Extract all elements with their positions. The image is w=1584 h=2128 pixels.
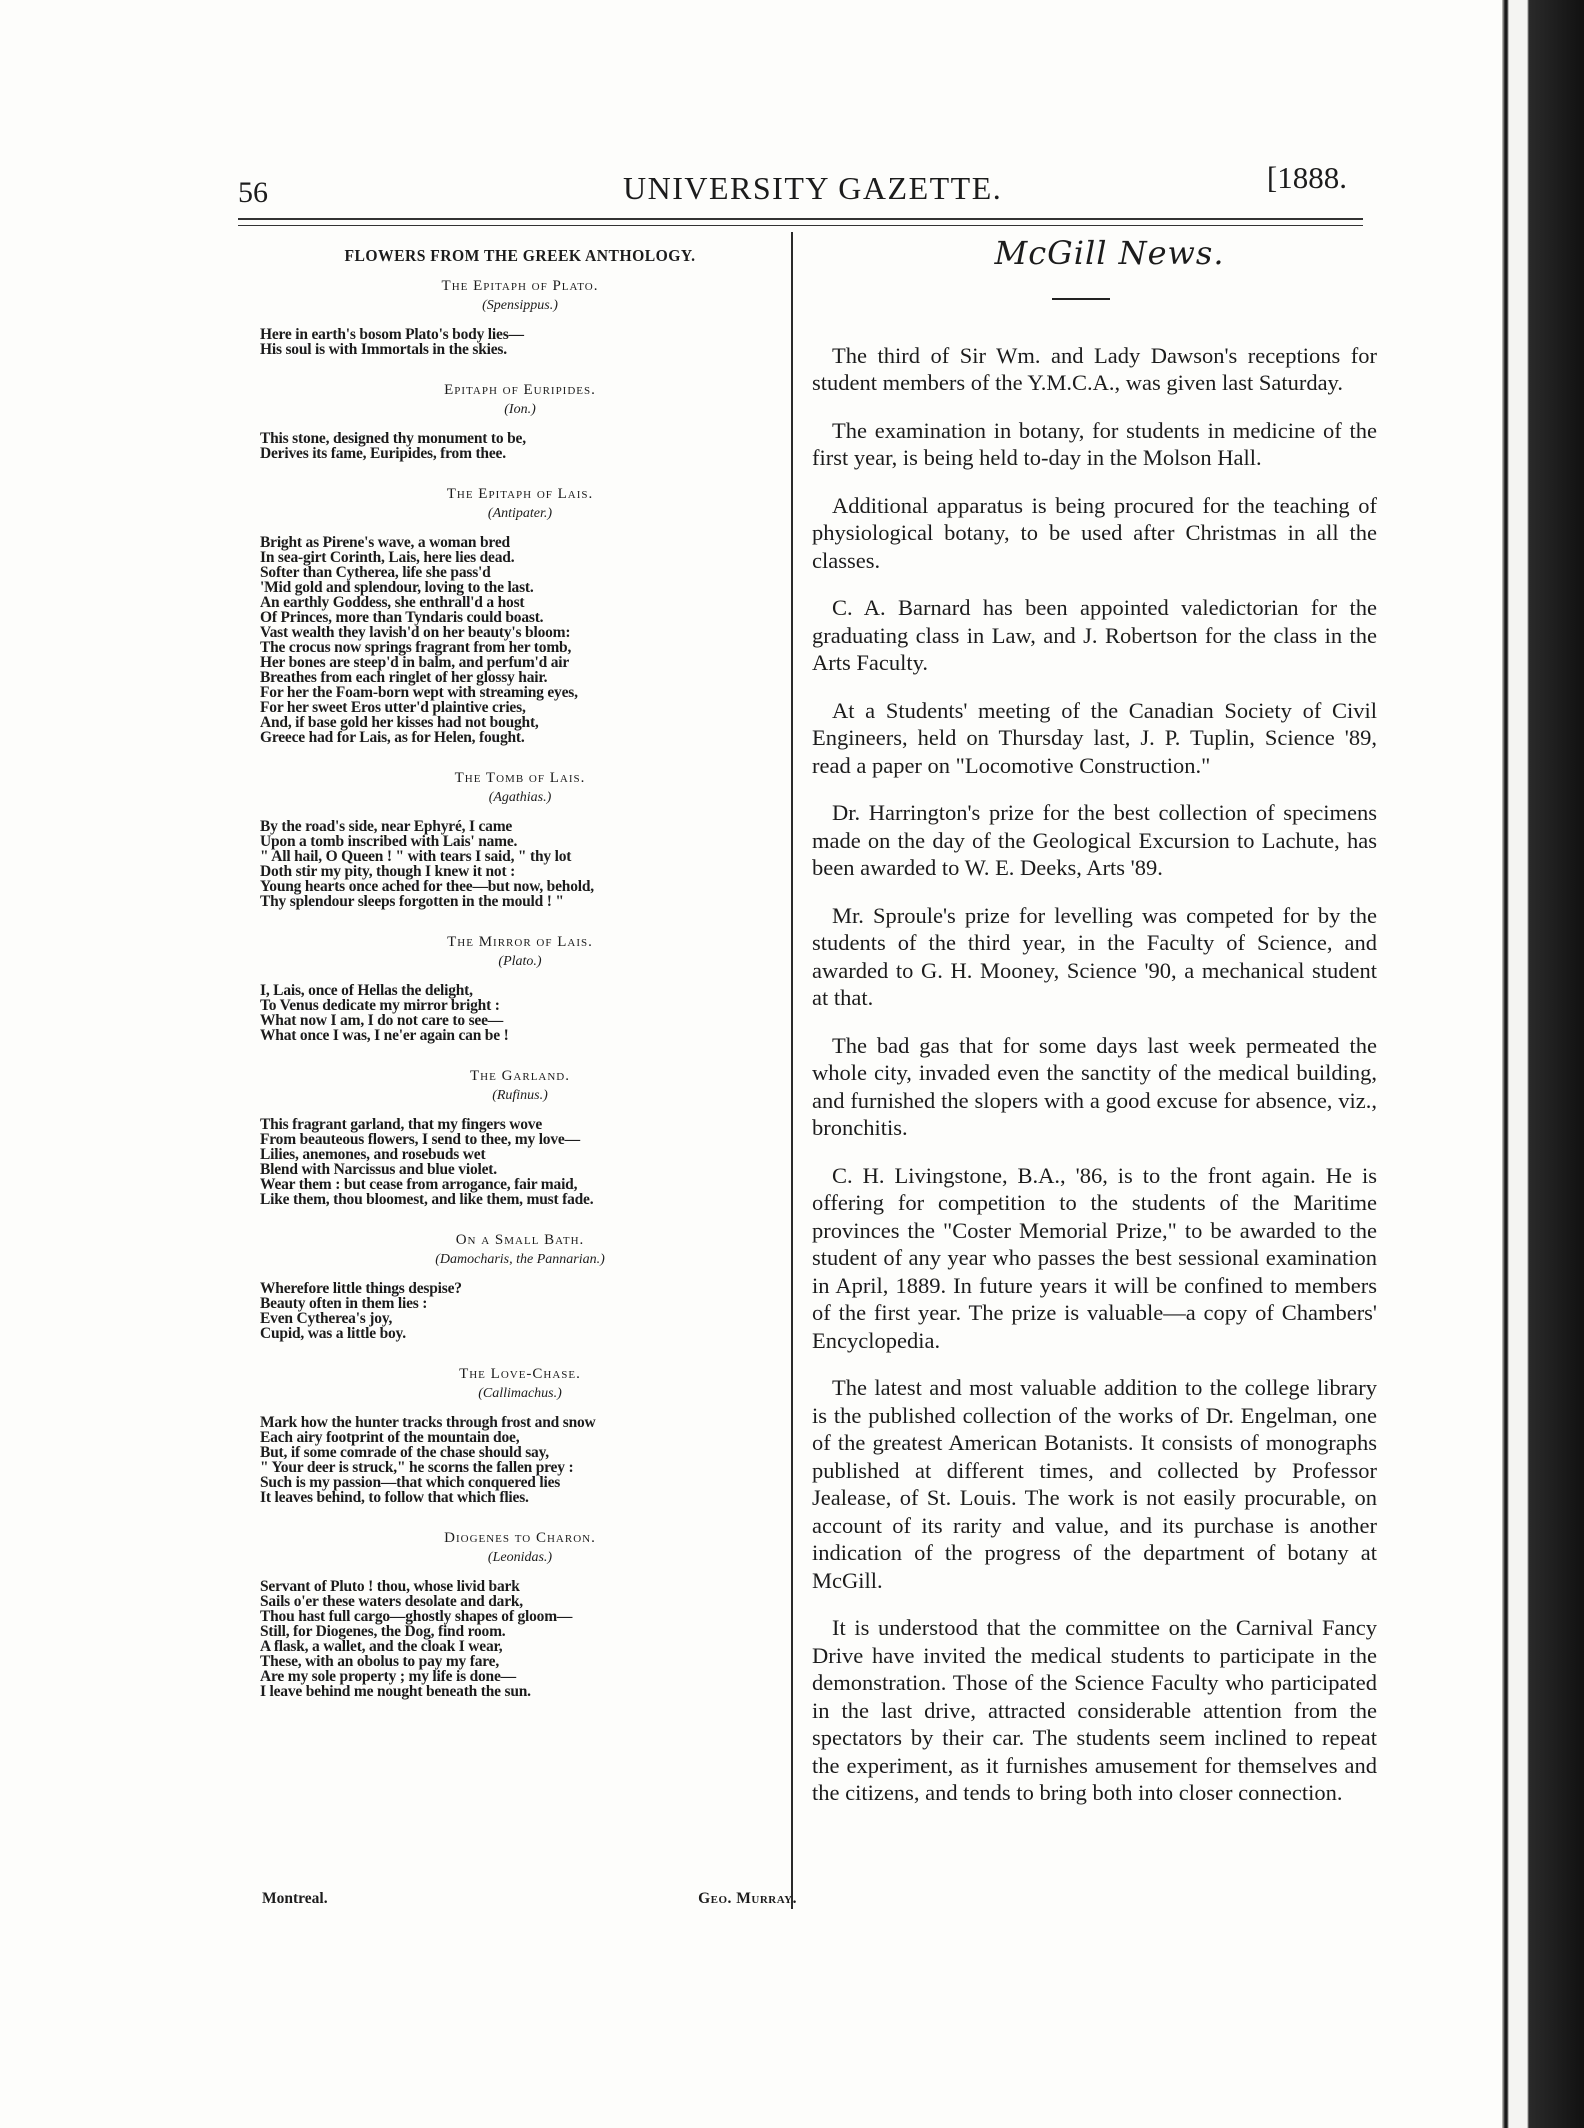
poem-line: His soul is with Immortals in the skies. (260, 341, 507, 358)
signature-author: Geo. Murray. (698, 1890, 797, 1907)
news-column (812, 232, 1377, 1827)
issue-year: [1888. (1266, 160, 1347, 195)
poem-title: On a Small Bath. (455, 1232, 585, 1248)
news-item: The examination in botany, for students in medicine of the first year, is being held to-day in the Molson Hall. (812, 417, 1377, 470)
poem-line: Such is my passion—that which conquered lies (260, 1474, 561, 1491)
poem-author: (Ion.) (504, 402, 536, 417)
poem-line: A flask, a wallet, and the cloak I wear, (260, 1638, 503, 1655)
poem-author: (Rufinus.) (492, 1088, 548, 1103)
header-rule-top (238, 218, 1363, 220)
poem-line: Bright as Pirene's wave, a woman bred (260, 534, 510, 551)
news-item: Dr. Harrington's prize for the best collection of specimens made on the day of the Geological Excursion to Lachute, has been awarded to W. E. Deeks, Arts '89. (812, 800, 1377, 880)
poem-line: Beauty often in them lies : (260, 1295, 428, 1312)
poem-line: " All hail, O Queen ! " with tears I said, " thy lot (260, 848, 572, 865)
page-number: 56 (238, 176, 268, 209)
poem-title: The Garland. (470, 1068, 570, 1084)
news-item: Mr. Sproule's prize for levelling was competed for by the students of the third year, in the Faculty of Science, and awarded to G. H. Mooney, Science '90, a mechanical student at that. (812, 902, 1377, 1010)
poem-line: An earthly Goddess, she enthrall'd a host (260, 594, 525, 611)
poem-line: Thou hast full cargo—ghostly shapes of gloom— (260, 1608, 573, 1625)
poem-line: What now I am, I do not care to see— (260, 1012, 504, 1029)
poem-line: Even Cytherea's joy, (260, 1310, 393, 1327)
poem-line: Young hearts once ached for thee—but now, behold, (260, 878, 594, 895)
poem-line: Like them, thou bloomest, and like them, must fade. (260, 1191, 594, 1208)
news-item: At a Students' meeting of the Canadian Society of Civil Engineers, held on Thursday last, J. P. Tuplin, Science '89, read a paper on "Locomotive Construction." (812, 697, 1377, 778)
anthology-column (260, 240, 780, 1725)
poem-line: " Your deer is struck," he scorns the fallen prey : (260, 1459, 574, 1476)
poem-author: (Plato.) (498, 954, 542, 969)
poem-title: The Epitaph of Lais. (446, 486, 594, 502)
poem-line: Blend with Narcissus and blue violet. (260, 1161, 497, 1178)
poem-title: Epitaph of Euripides. (444, 382, 596, 398)
news-item: It is understood that the committee on the Carnival Fancy Drive have invited the medical students to participate in the demonstration. Those of the Science Faculty who participated in the last drive, attracted considerable attention from the spectators by their car. The students seem inclined to repeat the experiment, as it furnishes amusement for themselves and the citizens, and tends to bring both into closer connection. (812, 1615, 1377, 1805)
poem-line: Each airy footprint of the mountain doe, (260, 1429, 520, 1446)
column-divider (791, 232, 793, 1909)
poem-line: In sea-girt Corinth, Lais, here lies dead. (260, 549, 515, 566)
poem (260, 279, 780, 357)
page-header (238, 150, 1363, 210)
poem-line: Doth stir my pity, though I knew it not : (260, 863, 516, 880)
poem-line: Here in earth's bosom Plato's body lies— (260, 326, 524, 343)
poem-line: Softer than Cytherea, life she pass'd (260, 564, 491, 581)
poem-line: And, if base gold her kisses had not bought, (260, 714, 539, 731)
news-item: Additional apparatus is being procured for the teaching of physiological botany, to be used after Christmas in all the classes. (812, 492, 1377, 573)
poem (260, 1367, 780, 1505)
poem-line: To Venus dedicate my mirror bright : (260, 997, 500, 1014)
news-item: C. A. Barnard has been appointed valedictorian for the graduating class in Law, and J. Robertson for the class in the Arts Faculty. (812, 595, 1377, 675)
poem-author: (Agathias.) (488, 790, 552, 805)
signature-place: Montreal. (262, 1890, 328, 1907)
poem-line: Still, for Diogenes, the Dog, find room. (260, 1623, 506, 1640)
poem-author: (Spensippus.) (482, 298, 558, 313)
section-title: FLOWERS FROM THE GREEK ANTHOLOGY. (344, 246, 696, 265)
poem-title: The Love-Chase. (459, 1366, 581, 1382)
poem-title: The Tomb of Lais. (454, 770, 586, 786)
news-heading-rule (1052, 298, 1110, 300)
poem-title: The Mirror of Lais. (447, 934, 593, 950)
poem-line: 'Mid gold and splendour, loving to the last. (260, 579, 534, 596)
poem-author: (Callimachus.) (478, 1386, 562, 1401)
poem-line: Of Princes, more than Tyndaris could boast. (260, 609, 544, 626)
poem-line: Breathes from each ringlet of her glossy hair. (260, 669, 548, 686)
poem-line: Wear them : but cease from arrogance, fair maid, (260, 1176, 578, 1193)
poem-line: For her sweet Eros utter'd plaintive cries, (260, 699, 526, 716)
poem-line: Upon a tomb inscribed with Lais' name. (260, 833, 518, 850)
poem-line: Are my sole property ; my life is done— (260, 1668, 516, 1685)
news-item: C. H. Livingstone, B.A., '86, is to the front again. He is offering for competition to the students of the Maritime provinces the "Coster Memorial Prize," to be awarded to the student of any year who passes the best sessional examination in April, 1889. In future years it will be confined to members of the first year. The prize is valuable—a copy of Chambers' Encyclopedia. (812, 1162, 1377, 1353)
poem-line: It leaves behind, to follow that which flies. (260, 1489, 529, 1506)
poem-author: (Damocharis, the Pannarian.) (435, 1252, 605, 1267)
poem-line: These, with an obolus to pay my fare, (260, 1653, 500, 1670)
poem-line: Lilies, anemones, and rosebuds wet (260, 1146, 486, 1163)
poem-line: Sails o'er these waters desolate and dark, (260, 1593, 523, 1610)
poem-title: The Epitaph of Plato. (441, 278, 599, 294)
poem-line: What once I was, I ne'er again can be ! (260, 1027, 509, 1044)
poem-list (260, 279, 780, 1699)
poem-title: Diogenes to Charon. (444, 1530, 596, 1546)
header-rule-bottom (238, 225, 1363, 226)
poem (260, 1233, 780, 1341)
poem-line: By the road's side, near Ephyré, I came (260, 818, 513, 835)
poem (260, 935, 780, 1043)
poem (260, 383, 780, 461)
poem-line: From beauteous flowers, I send to thee, my love— (260, 1131, 580, 1148)
publication-title: UNIVERSITY GAZETTE. (623, 170, 1003, 206)
news-heading: McGill News. (994, 234, 1225, 272)
poem-line: Thy splendour sleeps forgotten in the mould ! " (260, 893, 564, 910)
poem-line: For her the Foam-born wept with streaming eyes, (260, 684, 578, 701)
poem-line: Vast wealth they lavish'd on her beauty's bloom: (260, 624, 571, 641)
poem-line: Greece had for Lais, as for Helen, fought. (260, 729, 525, 746)
poem-line: Her bones are steep'd in balm, and perfum'd air (260, 654, 570, 671)
news-item: The third of Sir Wm. and Lady Dawson's receptions for student members of the Y.M.C.A., was given last Saturday. (812, 342, 1377, 395)
poem-author: (Leonidas.) (487, 1550, 553, 1565)
poem-line: Cupid, was a little boy. (260, 1325, 406, 1342)
poem (260, 487, 780, 745)
poem-line: The crocus now springs fragrant from her tomb, (260, 639, 572, 656)
poem-line: Derives its fame, Euripides, from thee. (260, 445, 506, 462)
poem-line: This stone, designed thy monument to be, (260, 430, 526, 447)
poem (260, 1069, 780, 1207)
poem-line: Wherefore little things despise? (260, 1280, 462, 1297)
poem-line: I, Lais, once of Hellas the delight, (260, 982, 473, 999)
poem (260, 1531, 780, 1699)
poem-line: Servant of Pluto ! thou, whose livid bark (260, 1578, 520, 1595)
poem-line: I leave behind me nought beneath the sun. (260, 1683, 531, 1700)
poem-line: Mark how the hunter tracks through frost and snow (260, 1414, 596, 1431)
scan-page-edge (1502, 0, 1584, 2128)
news-item: The bad gas that for some days last week permeated the whole city, invaded even the sanctity of the medical building, and furnished the slopers with a good excuse for absence, viz., bronchitis. (812, 1032, 1377, 1140)
poem (260, 771, 780, 909)
poem-line: This fragrant garland, that my fingers wove (260, 1116, 543, 1133)
news-list (812, 342, 1377, 1807)
news-item: The latest and most valuable addition to the college library is the published collection of the works of Dr. Engelman, one of the greatest American Botanists. It consists of monographs published at different times, and collected by Professor Jealease, of St. Louis. The work is not easily procurable, on account of its rarity and value, and its purchase is another indication of the progress of the department of botany at McGill. (812, 1375, 1377, 1593)
poem-author: (Antipater.) (487, 506, 553, 521)
poem-line: But, if some comrade of the chase should say, (260, 1444, 549, 1461)
